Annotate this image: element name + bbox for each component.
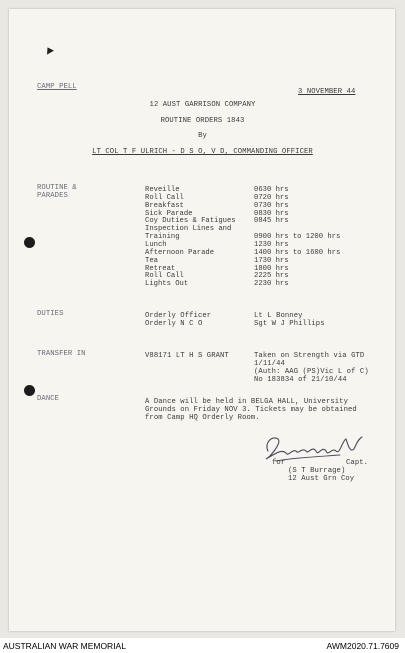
schedule-time: 0845 hrs bbox=[254, 217, 289, 226]
schedule-time: 2230 hrs bbox=[254, 280, 289, 289]
schedule-activity: Afternoon Parade bbox=[145, 248, 215, 257]
camp-name: CAMP PELL bbox=[37, 83, 77, 91]
orderly-officer-label: Orderly Officer bbox=[145, 312, 212, 320]
dance-line-3: from Camp HQ Orderly Room. bbox=[145, 414, 260, 422]
schedule-activity: Lights Out bbox=[145, 280, 189, 289]
dance-line-2: Grounds on Friday NOV 3. Tickets may be obtained bbox=[145, 406, 357, 414]
schedule-time: 0830 hrs bbox=[254, 209, 289, 218]
orderly-nco-label: Orderly N C O bbox=[145, 320, 203, 328]
schedule-activity: Reveille bbox=[145, 186, 180, 194]
routine-heading-line1: ROUTINE & bbox=[37, 184, 77, 192]
orderly-nco-name: Sgt W J Phillips bbox=[254, 320, 325, 328]
schedule-activity: Tea bbox=[145, 256, 158, 265]
schedule-activity: Lunch bbox=[145, 240, 167, 249]
schedule-time: 1400 hrs to 1600 hrs bbox=[254, 248, 341, 257]
punch-hole-lower bbox=[24, 385, 35, 396]
schedule-activity: Coy Duties & Fatigues bbox=[145, 217, 236, 226]
commanding-officer: LT COL T F ULRICH - D S O, V D, COMMANDING OFFICER bbox=[92, 148, 313, 156]
order-date: 3 NOVEMBER 44 bbox=[298, 88, 356, 96]
transfer-heading: TRANSFER IN bbox=[37, 350, 86, 358]
schedule-activity: Inspection Lines and bbox=[145, 225, 232, 234]
schedule-time: 1230 hrs bbox=[254, 240, 289, 249]
footer-institution: AUSTRALIAN WAR MEMORIAL bbox=[3, 641, 126, 651]
orders-title: ROUTINE ORDERS 1843 bbox=[160, 117, 245, 125]
schedule-time: 2225 hrs bbox=[254, 272, 289, 281]
transfer-line-4: No 183834 of 21/10/44 bbox=[254, 376, 347, 384]
signature-unit: 12 Aust Grn Coy bbox=[288, 475, 355, 483]
footer-accession-number: AWM2020.71.7609 bbox=[326, 641, 399, 651]
schedule-activity: Retreat bbox=[145, 264, 176, 273]
dance-heading: DANCE bbox=[37, 395, 60, 403]
schedule-activity: Breakfast bbox=[145, 201, 184, 210]
signature-capt: Capt. bbox=[346, 459, 369, 467]
schedule-time: 0900 hrs to 1200 hrs bbox=[254, 233, 341, 242]
by-label: By bbox=[198, 132, 207, 140]
orderly-officer-name: Lt L Bonney bbox=[254, 312, 303, 320]
schedule-time: 1800 hrs bbox=[254, 264, 289, 273]
dance-line-1: A Dance will be held in BELGA HALL, University bbox=[145, 398, 349, 406]
schedule-activity: Roll Call bbox=[145, 272, 184, 281]
archive-footer bbox=[0, 638, 405, 653]
company-title: 12 AUST GARRISON COMPANY bbox=[149, 101, 256, 109]
schedule-time: 0720 hrs bbox=[254, 193, 289, 202]
schedule-activity: Roll Call bbox=[145, 193, 184, 202]
schedule-time: 0730 hrs bbox=[254, 201, 289, 210]
schedule-activity: Training bbox=[145, 233, 180, 242]
duties-heading: DUTIES bbox=[37, 310, 64, 318]
signature-name: (S T Burrage) bbox=[288, 467, 346, 475]
routine-heading-line2: PARADES bbox=[37, 192, 68, 200]
transfer-line-3: (Auth: AAG (PS)Vic L of C) bbox=[254, 368, 369, 376]
schedule-activity: Sick Parade bbox=[145, 209, 193, 218]
schedule-time: 1730 hrs bbox=[254, 256, 289, 265]
transfer-line-1: Taken on Strength via GTD bbox=[254, 352, 365, 360]
transfer-soldier: V88171 LT H S GRANT bbox=[145, 352, 229, 360]
punch-hole-upper bbox=[24, 237, 35, 248]
signature-for: for bbox=[272, 459, 286, 467]
schedule-time: 0630 hrs bbox=[254, 186, 289, 194]
transfer-line-2: 1/11/44 bbox=[254, 360, 285, 368]
